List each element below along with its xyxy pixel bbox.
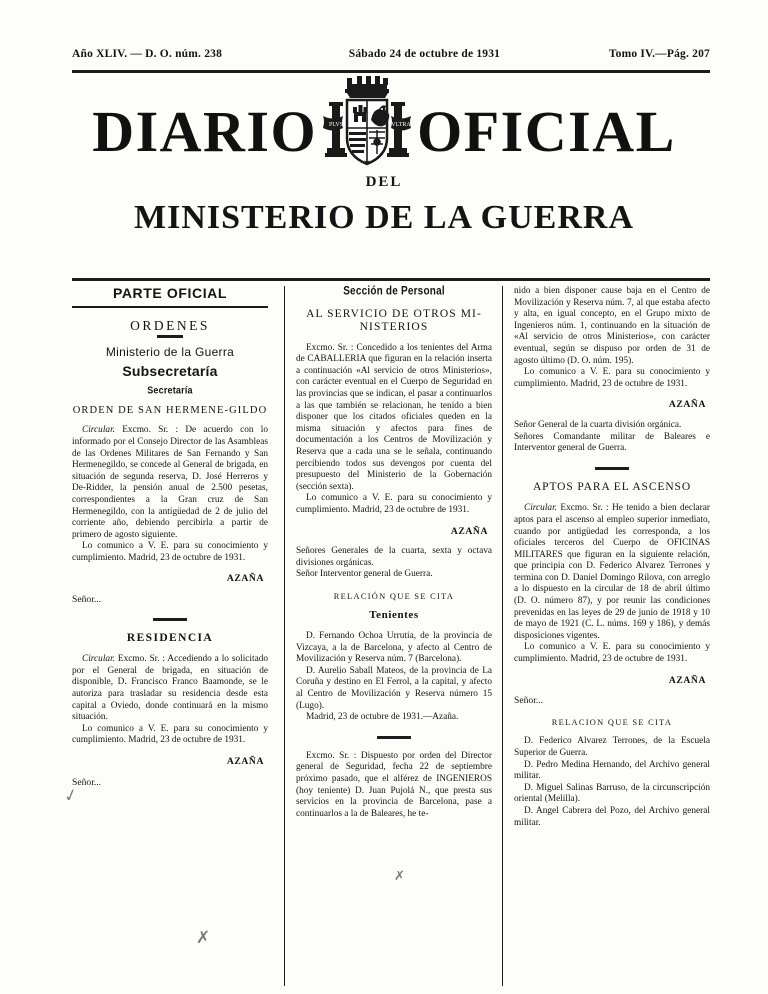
paragraph-comunico-1: Lo comunico a V. E. para su conocimiento y cumplimiento. Madrid, 23 de octubre de 1931.: [72, 541, 268, 563]
list-item-teniente-2: D. Aurelio Saball Mateos, de la provincia de La Coruña y destino en El Ferrol, a la capital, y afecto al Centro de Movilización y Reserva número 15 (Lugo).: [296, 665, 492, 711]
issue-header: [72, 48, 710, 60]
paragraph-comunico-4: Lo comunico a V. E. para su conocimiento y cumplimiento. Madrid, 23 de octubre de 1931.: [514, 367, 710, 389]
body-columns: [72, 286, 710, 986]
heading-secretaria: Secretaría: [147, 383, 193, 396]
paragraph-comunico-5: Lo comunico a V. E. para su conocimiento y cumplimiento. Madrid, 23 de octubre de 1931.: [514, 642, 710, 665]
paragraph-comunico-3: Lo comunico a V. E. para su conocimiento y cumplimiento. Madrid, 23 de octubre de 1931.: [296, 493, 492, 515]
column-3: [502, 286, 710, 986]
divider-dash-2: [153, 618, 187, 621]
addressee-interventor: Señor Interventor general de Guerra.: [296, 569, 433, 580]
column-2: [284, 286, 492, 986]
circular-label: Circular.: [82, 425, 115, 436]
heading-aptos-para-el-ascenso: APTOS PARA EL ASCENSO: [532, 480, 692, 493]
section-ordenes: ORDENES: [130, 317, 210, 333]
divider-dash-3: [377, 736, 411, 739]
paragraph-comunico-2: Lo comunico a V. E. para su conocimiento y cumplimiento. Madrid, 23 de octubre de 1931.: [72, 723, 268, 746]
heading-residencia: RESIDENCIA: [126, 631, 214, 644]
pencil-mark-cross-1: ✗: [196, 928, 211, 947]
masthead-ministerio: MINISTERIO DE LA GUERRA: [133, 199, 635, 236]
heading-relacion-que-se-cita-1: RELACIÓN QUE SE CITA: [333, 591, 455, 601]
pencil-mark-check: ✓: [61, 784, 81, 807]
issue-year-number: Año XLIV. — D. O. núm. 238: [72, 48, 223, 60]
addressee-1: Señor...: [72, 594, 102, 606]
signature-azana-5: AZAÑA: [668, 674, 706, 686]
addressee-general-cuarta: Señor General de la cuarta división orgánica.: [514, 419, 682, 430]
masthead-bottom-rule: [72, 278, 710, 281]
masthead: [0, 84, 768, 237]
spanish-republic-coat-of-arms-icon: [311, 76, 423, 188]
paragraph-aptos: [514, 503, 710, 642]
list-item-oficial-1: D. Federico Alvarez Terrones, de la Escuela Superior de Guerra.: [514, 736, 710, 758]
circular-label-2: Circular.: [82, 654, 115, 665]
masthead-word-oficial: OFICIAL: [417, 99, 676, 164]
addressee-generales: Señores Generales de la cuarta, sexta y octava divisiones orgánicas.: [296, 546, 492, 568]
circular-label-3: Circular.: [524, 503, 557, 514]
addressee-2: Señor...: [72, 776, 102, 788]
heading-relacion-que-se-cita-2: RELACION QUE SE CITA: [551, 717, 673, 727]
parte-oficial-rule: [72, 306, 268, 308]
list-item-oficial-4: D. Angel Cabrera del Pozo, del Archivo general militar.: [514, 805, 710, 828]
signature-azana-3: AZAÑA: [450, 525, 488, 537]
addressee-baleares: Señores Comandante militar de Baleares e Interventor general de Guerra.: [514, 431, 710, 454]
paragraph-hermenegildo-text: Excmo. Sr. : De acuerdo con lo informado por el Consejo Director de las Asambleas de las Ordenes Militares de San Fernando y San Hermenegildo, se concede al General de brigada, en situación de segunda reserva, D. José Herreros y De-Ridder, la pensión anual de 2.500 pesetas, correspondientes a la Gran cruz de San Hermenegildo, con la antigüedad de 2 de julio del corriente año, debiendo percibirla a partir de primero de agosto siguiente.: [72, 425, 268, 540]
relacion-footer-madrid: Madrid, 23 de octubre de 1931.—Azaña.: [306, 712, 459, 723]
paragraph-residencia-text: Excmo. Sr. : Accediendo a lo solicitado por el General de brigada, en situación de disponible, D. Francisco Franco Baamonde, se le autoriza para trasladar su residencia desde esta capital a Oviedo, donde continuará en la mismo situación.: [72, 654, 268, 723]
masthead-del: DEL: [365, 174, 403, 190]
signature-azana-1: AZAÑA: [226, 573, 264, 585]
pencil-mark-cross-2: ✗: [394, 868, 405, 883]
paragraph-aptos-text: Excmo. Sr. : He tenido a bien declarar aptos para el ascenso al empleo superior inmediato, cuando por antigüedad les corresponda, a los oficiales terceros del Cuerpo de OFICINAS MILITARES que figuran en la siguiente relación, que principia con D. Federico Alvarez Terrones y termina con D. Daniel Domingo Rilova, con arreglo a lo dispuesto en la circular de 18 de abril último (D. O. número 87), y por reunir las condiciones prevenidas en las leyes de 29 de junio de 1918 y 10 de mayo de 1921 (C. L. núms. 169 y 186), y demás disposiciones vigentes.: [514, 503, 710, 641]
divider-dash: [157, 335, 183, 337]
heading-tenientes: Tenientes: [369, 609, 419, 622]
heading-orden-san-hermenegildo: ORDEN DE SAN HERMENE-GILDO: [72, 405, 268, 417]
addressee-3: Señor...: [514, 695, 544, 707]
heading-subsecretaria: Subsecretaría: [122, 363, 218, 380]
paragraph-ingenieros-pujola: Excmo. Sr. : Dispuesto por orden del Director general de Seguridad, fecha 22 de septiembre próximo pasado, que el alférez de INGENIEROS (hoy teniente) D. Juan Pujolá N., que presta sus servicios en la provincia de Barcelona, pase a continuarlos a la de Baleares, he te-: [296, 750, 492, 819]
paragraph-residencia-franco: [72, 654, 268, 724]
issue-volume-page: Tomo IV.—Pág. 207: [608, 48, 710, 60]
issue-date: Sábado 24 de octubre de 1931: [348, 48, 501, 60]
column-1: [72, 286, 274, 986]
paragraph-caballeria: Excmo. Sr. : Concedido a los tenientes del Arma de CABALLERIA que figuran en la relación inserta a continuación «Al servicio de otros Ministerios», con carácter eventual en el Cuerpo de Seguridad en las provincias que se indican, el pasar a continuarlos a las que también se relacionan, he tenido a bien disponer que los citados oficiales queden en la misma situación y afectos para fines de documentación a los Centros de Movilización y Reserva que a cada una se le señala, continuando percibiendo todos sus devengos por cuenta del presupuesto del Ministerio de la Gobernación (sección sexta).: [296, 342, 492, 492]
divider-dash-4: [595, 467, 629, 470]
paragraph-hermenegildo: [72, 425, 268, 541]
heading-seccion-personal: Sección de Personal: [343, 284, 445, 299]
svg-text:VLTRA: VLTRA: [391, 122, 411, 128]
masthead-word-diario: DIARIO: [92, 99, 318, 164]
signature-azana-2: AZAÑA: [226, 756, 264, 768]
list-item-oficial-2: D. Pedro Medina Hernando, del Archivo general militar.: [514, 759, 710, 782]
list-item-teniente-1: D. Fernando Ochoa Urrutia, de la provincia de Vizcaya, a la de Barcelona, y afecto al Centro de Movilización y Reserva núm. 7 (Barcelona).: [296, 631, 492, 665]
signature-azana-4: AZAÑA: [668, 399, 706, 411]
heading-al-servicio-otros-ministerios: AL SERVICIO DE OTROS MI-NISTERIOS: [306, 307, 482, 333]
header-rule: [72, 70, 710, 73]
heading-ministerio-guerra: Ministerio de la Guerra: [105, 344, 235, 359]
section-parte-oficial: PARTE OFICIAL: [112, 285, 228, 301]
list-item-oficial-3: D. Miguel Salinas Barruso, de la circunscripción oriental (Melilla).: [514, 782, 710, 805]
svg-text:PLVS: PLVS: [329, 122, 344, 128]
paragraph-ingenieros-cont: nido a bien disponer cause baja en el Centro de Movilización y Reserva núm. 7, al que estaba afecto y alta, en igual concepto, en el Grupo mixto de Ingenieros núm. 1, continuando en la situación de «Al servicio de otros Ministerios», con carácter eventual, según se dispuso por orden de 31 de agosto último (D. O. núm. 195).: [514, 286, 710, 366]
